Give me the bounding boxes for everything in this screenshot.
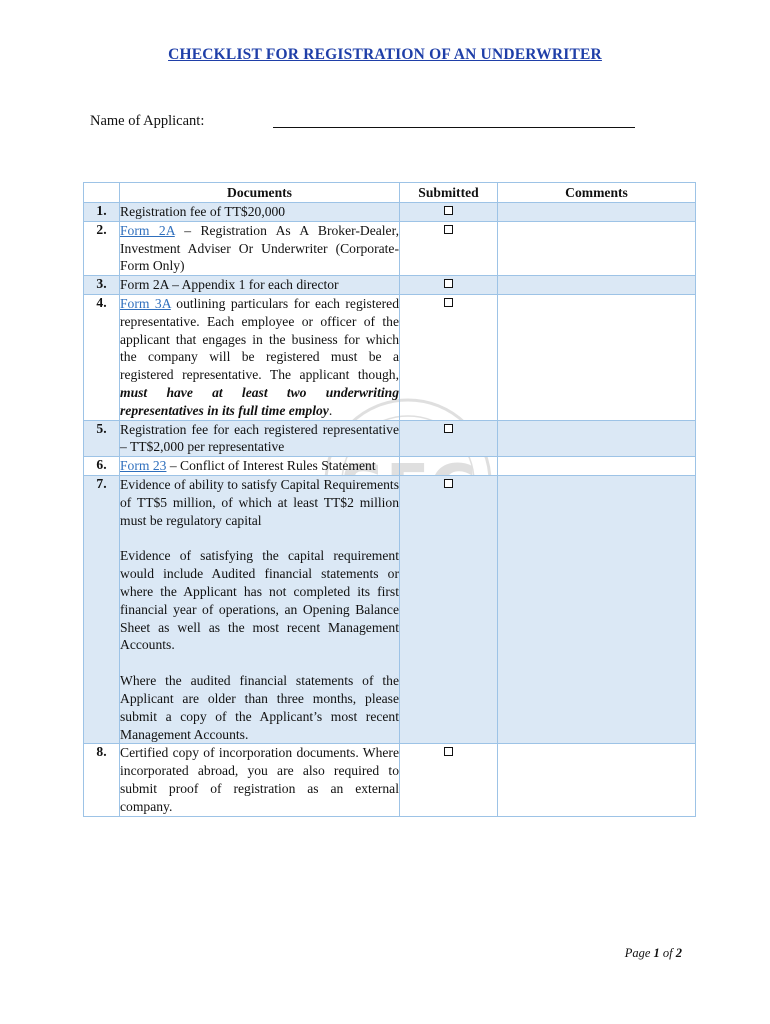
form-23-link[interactable]: Form 23: [120, 458, 167, 474]
comment-cell[interactable]: [498, 221, 696, 275]
page-number: Page 1 of 2: [624, 946, 682, 960]
row-document: Form 23 – Conflict of Interest Rules Statement: [120, 457, 400, 476]
table-row: [84, 475, 696, 743]
header-number: [84, 183, 120, 203]
submitted-cell[interactable]: [400, 457, 498, 476]
submitted-cell[interactable]: [400, 420, 498, 457]
paragraph: Where the audited financial statements of the Applicant are older than three months, please submit a copy of the Applicant’s most recent Management Accounts.: [120, 673, 399, 742]
table-row: [84, 294, 696, 420]
comment-cell[interactable]: [498, 744, 696, 816]
row-document: Form 2A – Appendix 1 for each director: [120, 276, 400, 295]
table-row: [84, 457, 696, 476]
table-row: [84, 744, 696, 816]
header-submitted: Submitted: [400, 183, 498, 203]
paragraph: Evidence of satisfying the capital requirement would include Audited financial statements or where the Applicant has not completed its first financial year of operations, an Opening Balance Sheet as well as the most recent Management Accounts.: [120, 548, 399, 653]
comment-cell[interactable]: [498, 420, 696, 457]
table-row: [84, 221, 696, 275]
table-row: [84, 276, 696, 295]
table-row: [84, 203, 696, 222]
applicant-name-field[interactable]: [273, 127, 635, 128]
submitted-checkbox[interactable]: [444, 424, 453, 433]
header-documents: Documents: [120, 183, 400, 203]
submitted-cell[interactable]: [400, 744, 498, 816]
submitted-cell[interactable]: [400, 475, 498, 743]
row-number: 1.: [84, 203, 120, 222]
row-document: [120, 475, 400, 743]
comment-cell[interactable]: [498, 294, 696, 420]
row-number: 7.: [84, 475, 120, 743]
row-number: 8.: [84, 744, 120, 816]
row-number: 3.: [84, 276, 120, 295]
checklist-table: [83, 182, 696, 817]
row-number: 2.: [84, 221, 120, 275]
submitted-checkbox[interactable]: [444, 225, 453, 234]
applicant-name-label: Name of Applicant:: [90, 113, 205, 129]
comment-cell[interactable]: [498, 203, 696, 222]
submitted-checkbox[interactable]: [444, 747, 453, 756]
submitted-checkbox[interactable]: [444, 279, 453, 288]
submitted-cell[interactable]: [400, 221, 498, 275]
form-2a-link[interactable]: Form 2A: [120, 222, 175, 238]
row-document: Registration fee of TT$20,000: [120, 203, 400, 222]
row-number: 6.: [84, 457, 120, 476]
table-header-row: [84, 183, 696, 203]
comment-cell[interactable]: [498, 457, 696, 476]
submitted-cell[interactable]: [400, 294, 498, 420]
submitted-checkbox[interactable]: [444, 206, 453, 215]
form-3a-link[interactable]: Form 3A: [120, 295, 171, 311]
row-number: 4.: [84, 294, 120, 420]
paragraph: Evidence of ability to satisfy Capital Requirements of TT$5 million, of which at least TT$2 million must be regulatory capital: [120, 476, 399, 528]
row-document: Form 3A outlining particulars for each registered representative. Each employee or officer of the applicant that engages in the business for which the company will be registered must be a registered representative. The applicant though, must have at least two underwriting representatives in its full time employ.: [120, 294, 400, 420]
row-document: Form 2A – Registration As A Broker-Dealer, Investment Adviser Or Underwriter (Corporate-Form Only): [120, 221, 400, 275]
comment-cell[interactable]: [498, 276, 696, 295]
row-document: Certified copy of incorporation documents. Where incorporated abroad, you are also required to submit proof of registration as an external company.: [120, 744, 400, 816]
submitted-cell[interactable]: [400, 276, 498, 295]
row-number: 5.: [84, 420, 120, 457]
table-row: [84, 420, 696, 457]
submitted-checkbox[interactable]: [444, 479, 453, 488]
submitted-checkbox[interactable]: [444, 298, 453, 307]
page-title: CHECKLIST FOR REGISTRATION OF AN UNDERWRITER: [168, 46, 602, 63]
header-comments: Comments: [498, 183, 696, 203]
row-document: Registration fee for each registered representative – TT$2,000 per representative: [120, 420, 400, 457]
comment-cell[interactable]: [498, 475, 696, 743]
submitted-cell[interactable]: [400, 203, 498, 222]
